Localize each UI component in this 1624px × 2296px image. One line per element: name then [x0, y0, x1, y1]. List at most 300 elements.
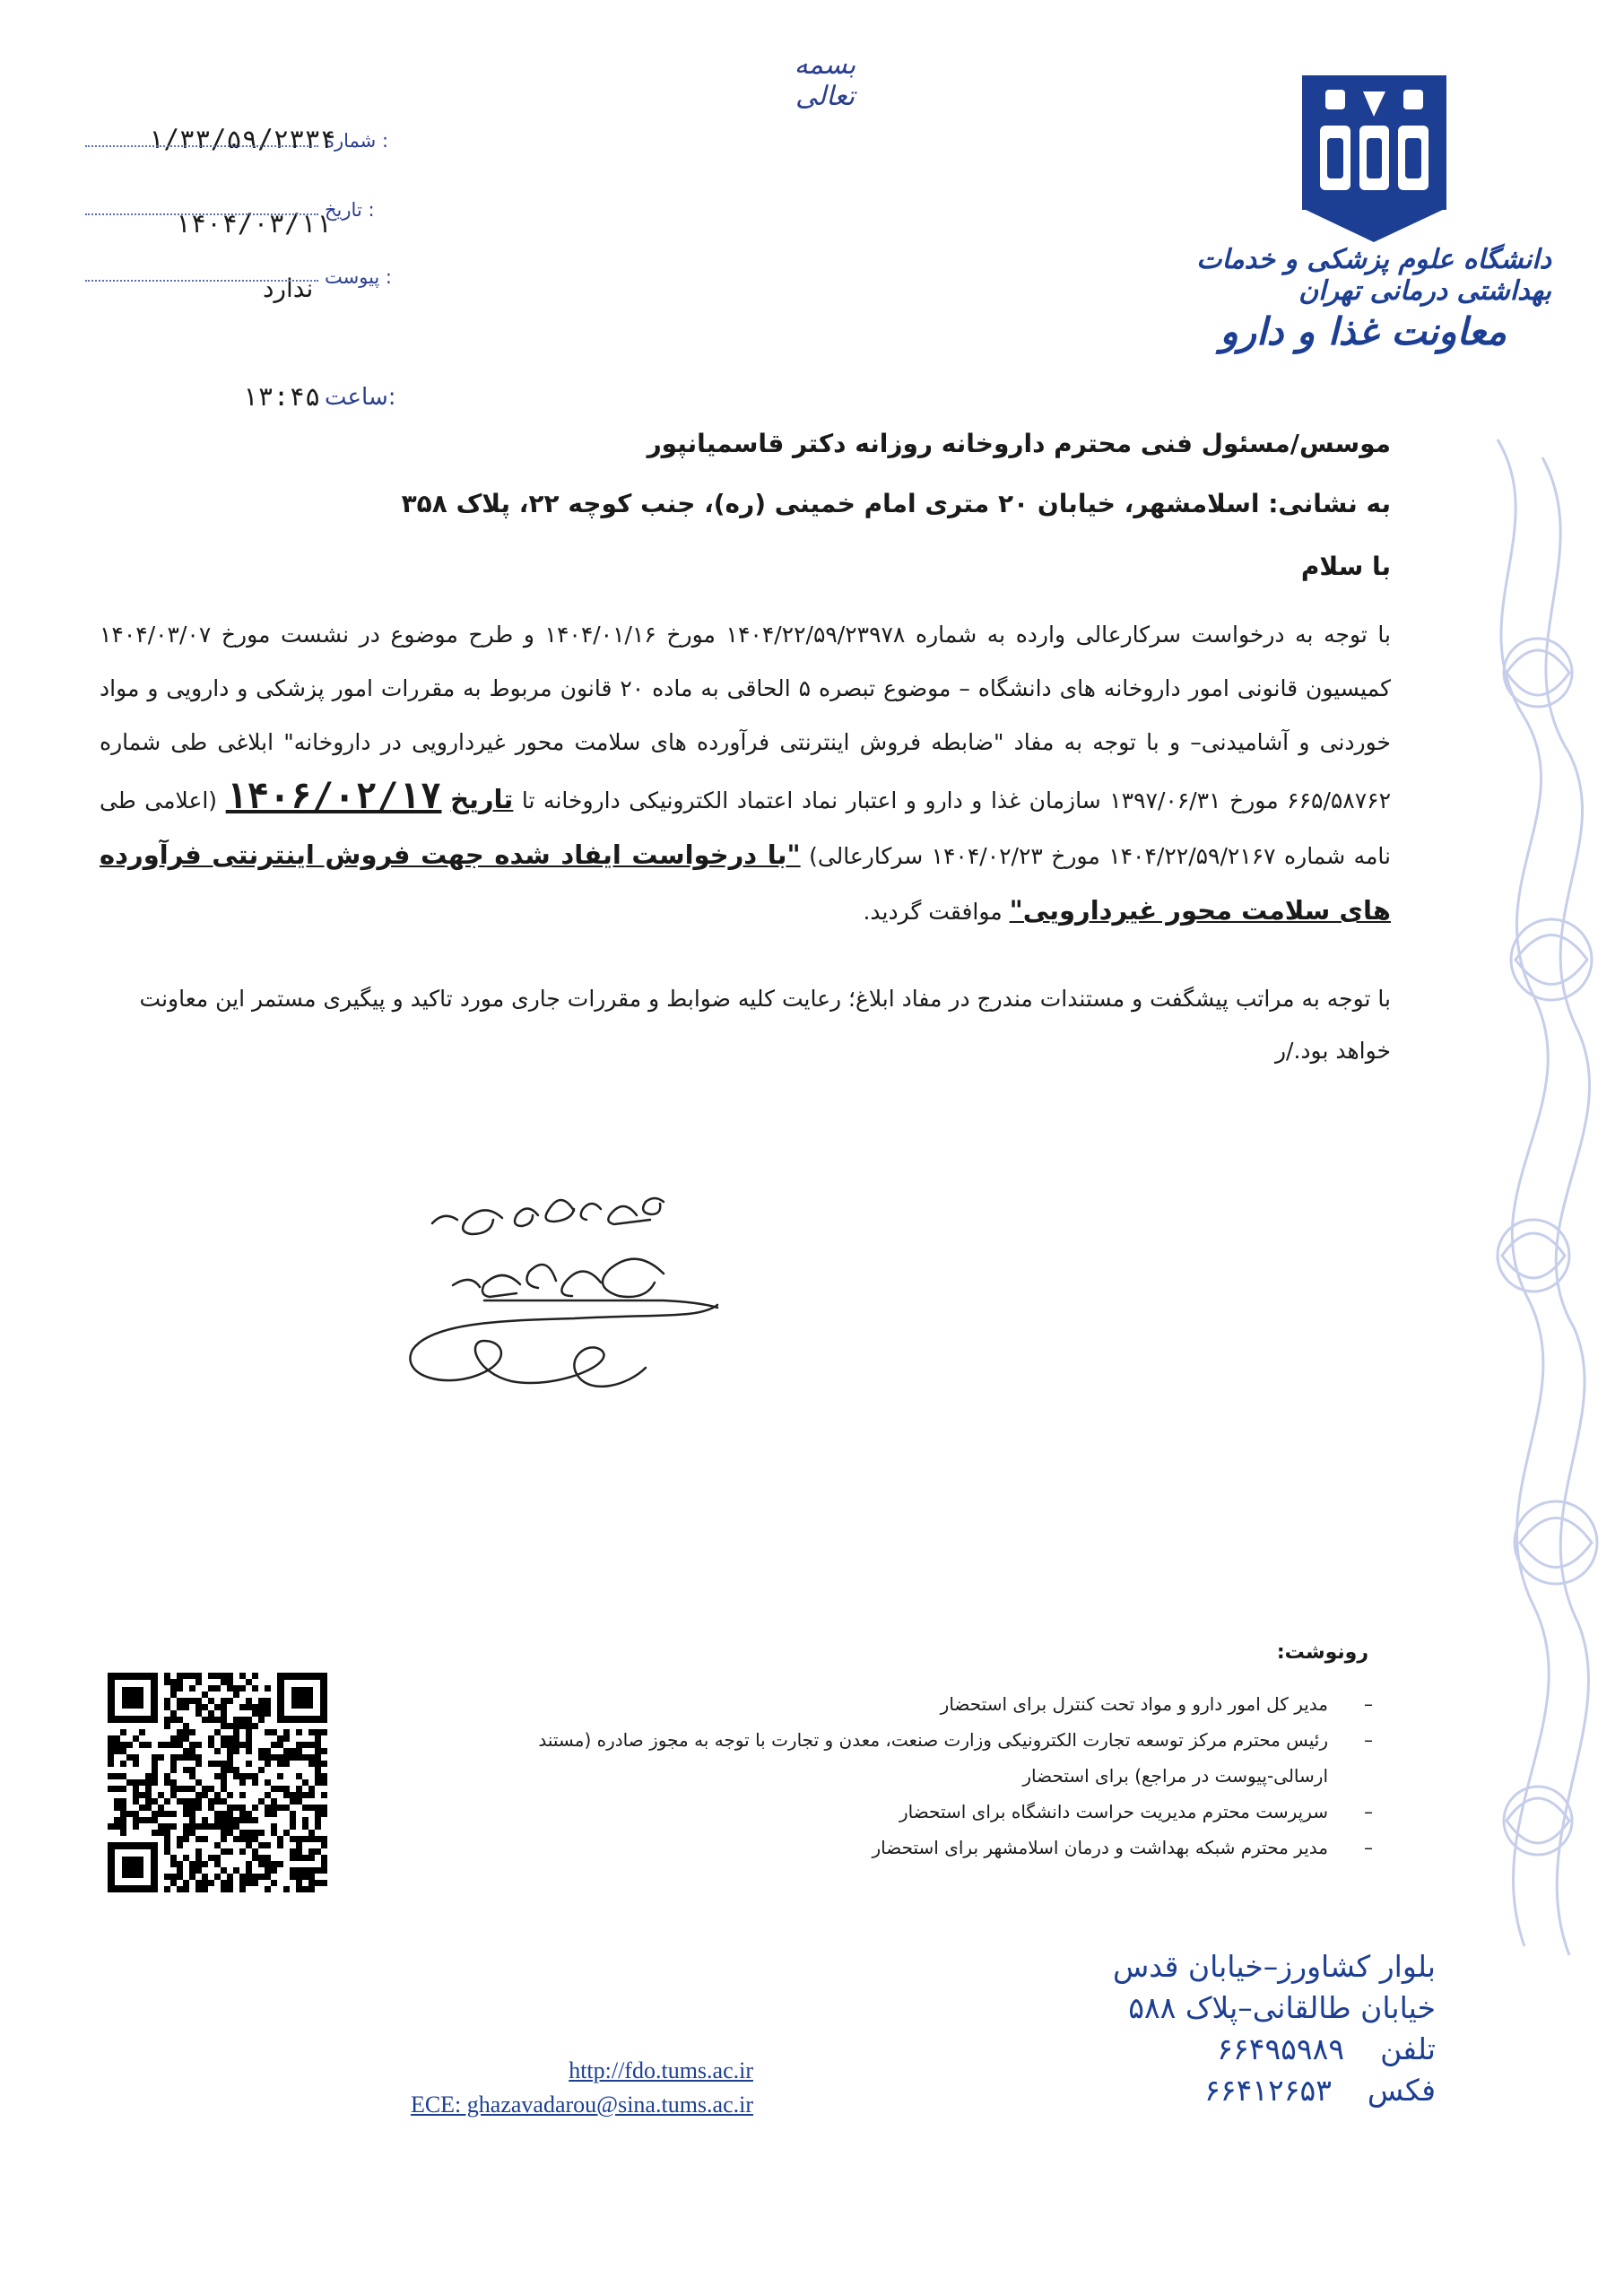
- contact-block: [1032, 1946, 1436, 2111]
- qr-module: [246, 1729, 252, 1735]
- qr-module: [114, 1786, 120, 1792]
- qr-module: [108, 1742, 114, 1748]
- qr-module: [189, 1874, 195, 1880]
- qr-module: [290, 1798, 296, 1805]
- qr-module: [189, 1773, 195, 1779]
- qr-module: [290, 1748, 296, 1754]
- qr-module: [164, 1773, 170, 1779]
- qr-module: [214, 1704, 221, 1710]
- qr-module: [189, 1867, 195, 1874]
- qr-module: [283, 1735, 290, 1742]
- contact-fax-row: [1032, 2070, 1436, 2111]
- qr-module: [239, 1685, 246, 1692]
- qr-module: [195, 1710, 202, 1717]
- qr-module: [177, 1886, 183, 1892]
- qr-module: [221, 1830, 227, 1836]
- qr-module: [177, 1874, 183, 1880]
- qr-module: [120, 1773, 126, 1779]
- qr-module: [120, 1817, 126, 1823]
- qr-module: [195, 1805, 202, 1811]
- qr-module: [164, 1830, 170, 1836]
- qr-module: [239, 1792, 246, 1798]
- qr-module: [277, 1761, 283, 1767]
- qr-module: [239, 1880, 246, 1886]
- cc-list: [521, 1686, 1373, 1866]
- body-part-1: با توجه به درخواست سرکارعالی وارده به شماره ۱۴۰۴/۲۲/۵۹/۲۳۹۷۸ مورخ ۱۴۰۴/۰۱/۱۶ و طرح موضوع در نشست مورخ ۱۴۰۴/۰۳/۰۷ کمیسیون قانونی امور داروخانه های دانشگاه – موضوع تبصره ۵ الحاقی به ماده ۲۰ قانون مربوط به مقررات امور پزشکی و دارویی و مواد خوردنی و آشامیدنی– و با توجه به مفاد "ضابطه فروش اینترنتی فرآورده های سلامت محور غیردارویی در داروخانه" ابلاغی طی شماره ۶۶۵/۵۸۷۶۲ مورخ ۱۳۹۷/۰۶/۳۱ سازمان غذا و دارو و اعتبار نماد اعتماد الکترونیکی داروخانه تا: [100, 622, 1392, 813]
- bismillah-heading: بسمه تعالی: [794, 49, 856, 112]
- qr-module: [290, 1754, 296, 1761]
- qr-module: [164, 1723, 170, 1729]
- cc-title: رونوشت:: [1276, 1641, 1368, 1664]
- qr-module: [189, 1729, 195, 1735]
- qr-module: [227, 1673, 233, 1679]
- recipient-line: موسس/مسئول فنی محترم داروخانه روزانه دکتر قاسمیانپور: [647, 429, 1391, 458]
- qr-module: [265, 1761, 271, 1767]
- qr-module: [239, 1830, 246, 1836]
- qr-module: [227, 1792, 233, 1798]
- number-label: شماره :: [325, 130, 389, 152]
- qr-module: [227, 1723, 233, 1729]
- body-date-value: ۱۴۰۶/۰۲/۱۷: [225, 776, 442, 817]
- qr-module: [321, 1792, 327, 1798]
- qr-module: [246, 1867, 252, 1874]
- qr-module: [158, 1805, 164, 1811]
- qr-module: [308, 1867, 315, 1874]
- qr-module: [271, 1823, 277, 1830]
- qr-module: [195, 1823, 202, 1830]
- qr-module: [308, 1886, 315, 1892]
- qr-module: [277, 1836, 283, 1842]
- qr-module: [221, 1679, 227, 1685]
- qr-module: [221, 1767, 227, 1773]
- qr-module: [214, 1685, 221, 1692]
- qr-module: [265, 1861, 271, 1867]
- qr-module: [265, 1748, 271, 1754]
- qr-module: [233, 1735, 239, 1742]
- qr-module: [214, 1798, 221, 1805]
- qr-module: [296, 1855, 302, 1861]
- qr-module: [170, 1786, 177, 1792]
- qr-module: [252, 1773, 258, 1779]
- qr-module: [158, 1742, 164, 1748]
- qr-module: [114, 1735, 120, 1742]
- qr-module: [158, 1811, 164, 1817]
- qr-module: [258, 1710, 265, 1717]
- qr-module: [170, 1735, 177, 1742]
- qr-module: [290, 1855, 296, 1861]
- qr-module: [170, 1679, 177, 1685]
- qr-module: [239, 1848, 246, 1855]
- body-part-3: موافقت گردید.: [863, 899, 1003, 925]
- qr-module: [133, 1817, 139, 1823]
- qr-module: [308, 1805, 315, 1811]
- qr-module: [227, 1754, 233, 1761]
- qr-module: [183, 1754, 189, 1761]
- qr-module: [265, 1874, 271, 1880]
- qr-module: [227, 1742, 233, 1748]
- qr-module: [208, 1761, 214, 1767]
- qr-module: [233, 1742, 239, 1748]
- qr-module: [321, 1811, 327, 1817]
- greeting: با سلام: [1300, 552, 1391, 581]
- qr-module: [208, 1798, 214, 1805]
- qr-module: [139, 1742, 145, 1748]
- qr-module: [239, 1836, 246, 1842]
- qr-module: [239, 1717, 246, 1723]
- qr-code: [108, 1673, 327, 1892]
- qr-module: [177, 1698, 183, 1704]
- phone-label: تلفن: [1380, 2031, 1436, 2066]
- qr-module: [152, 1761, 158, 1767]
- qr-module: [233, 1836, 239, 1842]
- qr-module: [189, 1830, 195, 1836]
- qr-module: [290, 1817, 296, 1823]
- qr-module: [221, 1886, 227, 1892]
- qr-module: [258, 1798, 265, 1805]
- qr-module: [296, 1729, 302, 1735]
- letter-body: [100, 608, 1391, 939]
- cc-dash: –: [1364, 1693, 1373, 1715]
- qr-module: [227, 1761, 233, 1767]
- cc-item-text: سرپرست محترم مدیریت حراست دانشگاه برای استحضار: [899, 1801, 1328, 1822]
- recipient-address: به نشانی: اسلامشهر، خیابان ۲۰ متری امام خمینی (ره)، جنب کوچه ۲۲، پلاک ۳۵۸: [401, 489, 1391, 518]
- qr-module: [258, 1855, 265, 1861]
- qr-module: [221, 1710, 227, 1717]
- qr-module: [308, 1792, 315, 1798]
- university-name: دانشگاه علوم پزشکی و خدمات بهداشتی درمانی تهران: [1196, 244, 1551, 307]
- qr-module: [208, 1855, 214, 1861]
- qr-module: [296, 1748, 302, 1754]
- qr-module: [189, 1698, 195, 1704]
- qr-module: [177, 1754, 183, 1761]
- qr-module: [252, 1673, 258, 1679]
- qr-module: [152, 1779, 158, 1786]
- cc-item: [521, 1794, 1373, 1830]
- qr-module: [221, 1823, 227, 1830]
- qr-module: [315, 1735, 321, 1742]
- qr-module: [152, 1817, 158, 1823]
- qr-module: [246, 1735, 252, 1742]
- qr-module: [214, 1717, 221, 1723]
- qr-module: [158, 1823, 164, 1830]
- qr-module: [221, 1798, 227, 1805]
- qr-module: [183, 1855, 189, 1861]
- qr-module: [133, 1792, 139, 1798]
- date-value: ۱۴۰۴/۰۳/۱۱: [175, 208, 332, 239]
- qr-module: [271, 1754, 277, 1761]
- qr-module: [308, 1729, 315, 1735]
- qr-module: [296, 1874, 302, 1880]
- qr-module: [315, 1779, 321, 1786]
- qr-module: [189, 1823, 195, 1830]
- qr-module: [277, 1754, 283, 1761]
- contact-address-line-1: بلوار کشاورز–خیابان قدس: [1112, 1949, 1436, 1984]
- qr-module: [271, 1805, 277, 1811]
- qr-module: [139, 1817, 145, 1823]
- qr-module: [208, 1685, 214, 1692]
- qr-module: [183, 1673, 189, 1679]
- qr-module: [252, 1704, 258, 1710]
- qr-module: [195, 1704, 202, 1710]
- qr-module: [195, 1792, 202, 1798]
- phone-value: ۶۶۴۹۵۹۸۹: [1217, 2031, 1345, 2066]
- qr-module: [277, 1773, 283, 1779]
- qr-module: [164, 1842, 170, 1848]
- qr-module: [258, 1704, 265, 1710]
- qr-module: [258, 1717, 265, 1723]
- qr-module: [315, 1761, 321, 1767]
- qr-module: [302, 1817, 308, 1823]
- qr-module: [114, 1805, 120, 1811]
- qr-module: [302, 1886, 308, 1892]
- qr-module: [271, 1867, 277, 1874]
- qr-module: [315, 1880, 321, 1886]
- qr-module: [177, 1685, 183, 1692]
- qr-module: [189, 1754, 195, 1761]
- qr-module: [315, 1817, 321, 1823]
- qr-module: [195, 1848, 202, 1855]
- qr-module: [321, 1805, 327, 1811]
- qr-module: [214, 1861, 221, 1867]
- qr-module: [158, 1754, 164, 1761]
- qr-module: [277, 1842, 283, 1848]
- qr-module: [183, 1805, 189, 1811]
- qr-module: [145, 1786, 152, 1792]
- qr-module: [302, 1855, 308, 1861]
- qr-module: [265, 1710, 271, 1717]
- qr-module: [221, 1880, 227, 1886]
- qr-module: [252, 1874, 258, 1880]
- qr-module: [271, 1729, 277, 1735]
- qr-module: [158, 1830, 164, 1836]
- qr-module: [221, 1786, 227, 1792]
- qr-module: [164, 1798, 170, 1805]
- qr-module: [321, 1842, 327, 1848]
- qr-module: [202, 1880, 208, 1886]
- number-dotline: [85, 145, 318, 147]
- qr-module: [271, 1811, 277, 1817]
- qr-module: [265, 1886, 271, 1892]
- qr-module: [214, 1673, 221, 1679]
- qr-module: [170, 1779, 177, 1786]
- qr-module: [120, 1823, 126, 1830]
- time-value: ۱۳:۴۵: [242, 381, 321, 412]
- qr-module: [321, 1880, 327, 1886]
- qr-module: [145, 1792, 152, 1798]
- qr-module: [296, 1798, 302, 1805]
- qr-module: [170, 1767, 177, 1773]
- qr-module: [239, 1773, 246, 1779]
- qr-module: [177, 1742, 183, 1748]
- qr-module: [265, 1805, 271, 1811]
- qr-module: [315, 1867, 321, 1874]
- qr-module: [227, 1811, 233, 1817]
- qr-module: [296, 1886, 302, 1892]
- qr-module: [170, 1692, 177, 1698]
- qr-module: [208, 1742, 214, 1748]
- qr-module: [233, 1823, 239, 1830]
- qr-module: [152, 1830, 158, 1836]
- qr-module: [246, 1748, 252, 1754]
- qr-module: [202, 1717, 208, 1723]
- qr-module: [214, 1729, 221, 1735]
- qr-module: [246, 1679, 252, 1685]
- qr-module: [283, 1830, 290, 1836]
- qr-module: [227, 1679, 233, 1685]
- qr-module: [152, 1767, 158, 1773]
- qr-module: [277, 1742, 283, 1748]
- qr-module: [233, 1717, 239, 1723]
- qr-module: [108, 1735, 114, 1742]
- decorative-ornament: [1444, 422, 1623, 1973]
- qr-module: [258, 1767, 265, 1773]
- qr-module: [120, 1742, 126, 1748]
- qr-module: [296, 1754, 302, 1761]
- qr-module: [252, 1779, 258, 1786]
- qr-module: [221, 1717, 227, 1723]
- qr-module: [239, 1673, 246, 1679]
- qr-module: [258, 1861, 265, 1867]
- qr-module: [189, 1805, 195, 1811]
- qr-module: [315, 1823, 321, 1830]
- qr-module: [246, 1742, 252, 1748]
- qr-module: [252, 1836, 258, 1842]
- date-dotline: [85, 213, 318, 215]
- qr-module: [183, 1723, 189, 1729]
- contact-phone-row: [1032, 2029, 1436, 2070]
- department-name: معاونت غذا و دارو: [1220, 309, 1507, 353]
- qr-module: [271, 1742, 277, 1748]
- qr-module: [202, 1861, 208, 1867]
- qr-module: [221, 1817, 227, 1823]
- qr-module: [302, 1779, 308, 1786]
- qr-module: [164, 1673, 170, 1679]
- qr-module: [221, 1848, 227, 1855]
- qr-module: [195, 1679, 202, 1685]
- qr-module: [183, 1823, 189, 1830]
- qr-module: [296, 1842, 302, 1848]
- qr-module: [195, 1836, 202, 1842]
- qr-module: [195, 1855, 202, 1861]
- qr-module: [126, 1754, 133, 1761]
- qr-module: [164, 1698, 170, 1704]
- qr-module: [120, 1811, 126, 1817]
- qr-module: [296, 1773, 302, 1779]
- qr-module: [214, 1792, 221, 1798]
- qr-module: [170, 1742, 177, 1748]
- qr-module: [258, 1842, 265, 1848]
- qr-module: [164, 1742, 170, 1748]
- qr-module: [214, 1842, 221, 1848]
- qr-module: [277, 1861, 283, 1867]
- qr-module: [265, 1698, 271, 1704]
- qr-module: [296, 1792, 302, 1798]
- qr-module: [177, 1867, 183, 1874]
- qr-module: [227, 1735, 233, 1742]
- qr-module: [145, 1742, 152, 1748]
- qr-module: [114, 1773, 120, 1779]
- qr-module: [145, 1779, 152, 1786]
- qr-module: [170, 1717, 177, 1723]
- qr-module: [221, 1698, 227, 1704]
- qr-module: [195, 1798, 202, 1805]
- qr-module: [252, 1723, 258, 1729]
- website-link[interactable]: http://fdo.tums.ac.ir: [569, 2057, 753, 2083]
- qr-module: [308, 1880, 315, 1886]
- qr-module: [258, 1748, 265, 1754]
- qr-module: [315, 1805, 321, 1811]
- qr-module: [233, 1767, 239, 1773]
- qr-module: [214, 1855, 221, 1861]
- qr-module: [108, 1773, 114, 1779]
- qr-module: [164, 1836, 170, 1842]
- qr-module: [145, 1773, 152, 1779]
- qr-module: [252, 1848, 258, 1855]
- fax-label: فکس: [1367, 2073, 1436, 2108]
- qr-module: [189, 1767, 195, 1773]
- qr-module: [321, 1779, 327, 1786]
- footer-links: [332, 2054, 753, 2122]
- qr-module: [227, 1886, 233, 1892]
- qr-module: [321, 1855, 327, 1861]
- qr-module: [221, 1761, 227, 1767]
- qr-module: [321, 1773, 327, 1779]
- qr-module: [296, 1786, 302, 1792]
- qr-module: [252, 1880, 258, 1886]
- qr-module: [321, 1748, 327, 1754]
- qr-module: [177, 1704, 183, 1710]
- qr-module: [108, 1748, 114, 1754]
- attachment-dotline: [85, 280, 318, 282]
- qr-module: [221, 1779, 227, 1786]
- qr-module: [208, 1823, 214, 1830]
- qr-module: [164, 1823, 170, 1830]
- qr-module: [283, 1786, 290, 1792]
- qr-module: [183, 1830, 189, 1836]
- qr-module: [214, 1874, 221, 1880]
- qr-module: [246, 1842, 252, 1848]
- qr-module: [321, 1836, 327, 1842]
- qr-module: [208, 1735, 214, 1742]
- qr-module: [246, 1811, 252, 1817]
- qr-module: [170, 1811, 177, 1817]
- qr-module: [214, 1823, 221, 1830]
- qr-module: [183, 1704, 189, 1710]
- qr-module: [233, 1692, 239, 1698]
- qr-module: [170, 1754, 177, 1761]
- qr-module: [183, 1880, 189, 1886]
- email-link[interactable]: ECE: ghazavadarou@sina.tums.ac.ir: [410, 2092, 753, 2118]
- qr-module: [177, 1786, 183, 1792]
- qr-module: [233, 1748, 239, 1754]
- qr-module: [271, 1830, 277, 1836]
- qr-module: [177, 1861, 183, 1867]
- qr-module: [296, 1880, 302, 1886]
- qr-module: [177, 1729, 183, 1735]
- qr-module: [195, 1698, 202, 1704]
- qr-module: [214, 1817, 221, 1823]
- qr-module: [308, 1830, 315, 1836]
- qr-module: [189, 1798, 195, 1805]
- qr-module: [233, 1817, 239, 1823]
- qr-module: [177, 1798, 183, 1805]
- qr-module: [195, 1761, 202, 1767]
- qr-module: [120, 1798, 126, 1805]
- qr-module: [195, 1867, 202, 1874]
- qr-module: [202, 1874, 208, 1880]
- qr-module: [170, 1874, 177, 1880]
- qr-module: [290, 1823, 296, 1830]
